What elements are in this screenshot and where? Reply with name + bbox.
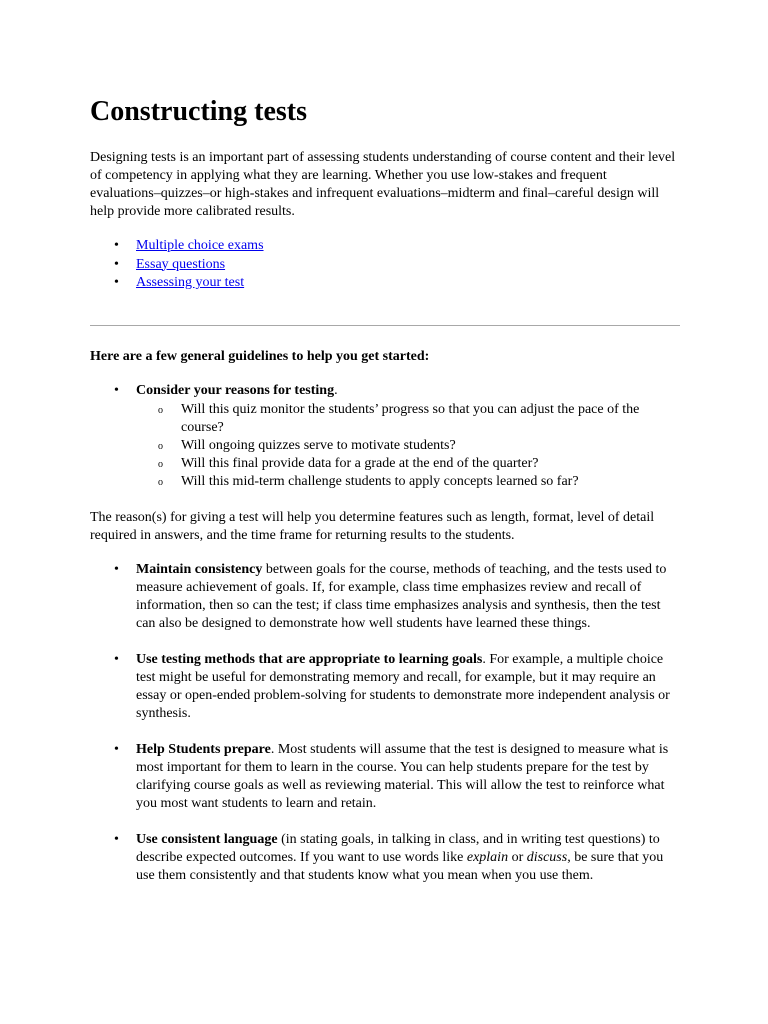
guideline-text: between goals for the course, methods of teaching, and the tests used to measure achievement of goals. If, for example, class time emphasizes review and recall of information, then so can the test; if class time emphasizes analysis and synthesis, then the test can also be designed to demonstrate how well students have learned these things. bbox=[136, 561, 667, 631]
guideline-language bbox=[90, 831, 680, 885]
link-essay-questions[interactable]: Essay questions bbox=[136, 256, 226, 272]
guidelines-list bbox=[90, 382, 680, 491]
guideline-text: , be sure that you use them consistently and that students know what you mean when you use them. bbox=[136, 849, 664, 883]
list-item bbox=[90, 256, 680, 275]
document-page bbox=[90, 95, 680, 903]
guideline-text: or bbox=[508, 849, 527, 865]
guideline-text: . For example, a multiple choice test might be useful for demonstrating memory and recall, for example, but it may require an essay or open-ended problem-solving for students to demonstrate more independent analysis or synthesis. bbox=[136, 651, 670, 721]
list-item: o Will this mid-term challenge students to apply concepts learned so far? bbox=[136, 473, 680, 491]
guideline-heading: Consider your reasons for testing bbox=[136, 382, 335, 398]
guideline-heading: Maintain consistency bbox=[136, 561, 263, 577]
link-assessing-your-test[interactable]: Assessing your test bbox=[136, 275, 245, 290]
guideline-consistency bbox=[90, 561, 680, 633]
guidelines-list-continued bbox=[90, 561, 680, 885]
list-item: o Will this final provide data for a grade at the end of the quarter? bbox=[136, 455, 680, 473]
guideline-heading-tail: . bbox=[334, 382, 338, 398]
intro-paragraph: Designing tests is an important part of assessing students understanding of course content and their level of competency in applying what they are learning. Whether you use low-stakes and frequent evaluations–quizzes–or high-stakes and infrequent evaluations–midterm and final–careful design will help provide more calibrated results. bbox=[90, 150, 676, 219]
guideline-italic-term: discuss bbox=[526, 849, 568, 865]
guideline-text: . Most students will assume that the test is designed to measure what is most important for them to learn in the course. You can help students prepare for the test by clarifying course goals as well as reviewing material. This will allow the test to reinforce what you most want students to learn and retain. bbox=[136, 741, 669, 811]
guidelines-lead: Here are a few general guidelines to help you get started: bbox=[90, 348, 430, 364]
list-item: o Will ongoing quizzes serve to motivate students? bbox=[136, 437, 680, 455]
guideline-methods bbox=[90, 651, 680, 723]
guideline-heading: Use consistent language bbox=[136, 831, 278, 847]
link-multiple-choice-exams[interactable]: Multiple choice exams bbox=[136, 238, 264, 253]
list-item: o Will this quiz monitor the students’ progress so that you can adjust the pace of the course? bbox=[136, 401, 680, 437]
guideline-heading: Help Students prepare bbox=[136, 741, 271, 757]
guideline-reasons bbox=[90, 382, 680, 491]
guideline-prepare bbox=[90, 741, 680, 813]
reason-paragraph: The reason(s) for giving a test will help you determine features such as length, format, level of detail required in answers, and the time frame for returning results to the students. bbox=[90, 509, 655, 543]
guideline-heading: Use testing methods that are appropriate to learning goals bbox=[136, 651, 483, 667]
list-item bbox=[90, 274, 680, 293]
page-title: Constructing tests bbox=[90, 96, 307, 127]
list-item bbox=[90, 237, 680, 256]
guideline-italic-term: explain bbox=[466, 849, 509, 865]
section-divider bbox=[90, 325, 680, 326]
reason-questions-list bbox=[136, 401, 680, 491]
guideline-text: (in stating goals, in talking in class, and in writing test questions) to describe expected outcomes. If you want to use words like bbox=[136, 831, 660, 865]
topic-links-list bbox=[90, 237, 680, 293]
